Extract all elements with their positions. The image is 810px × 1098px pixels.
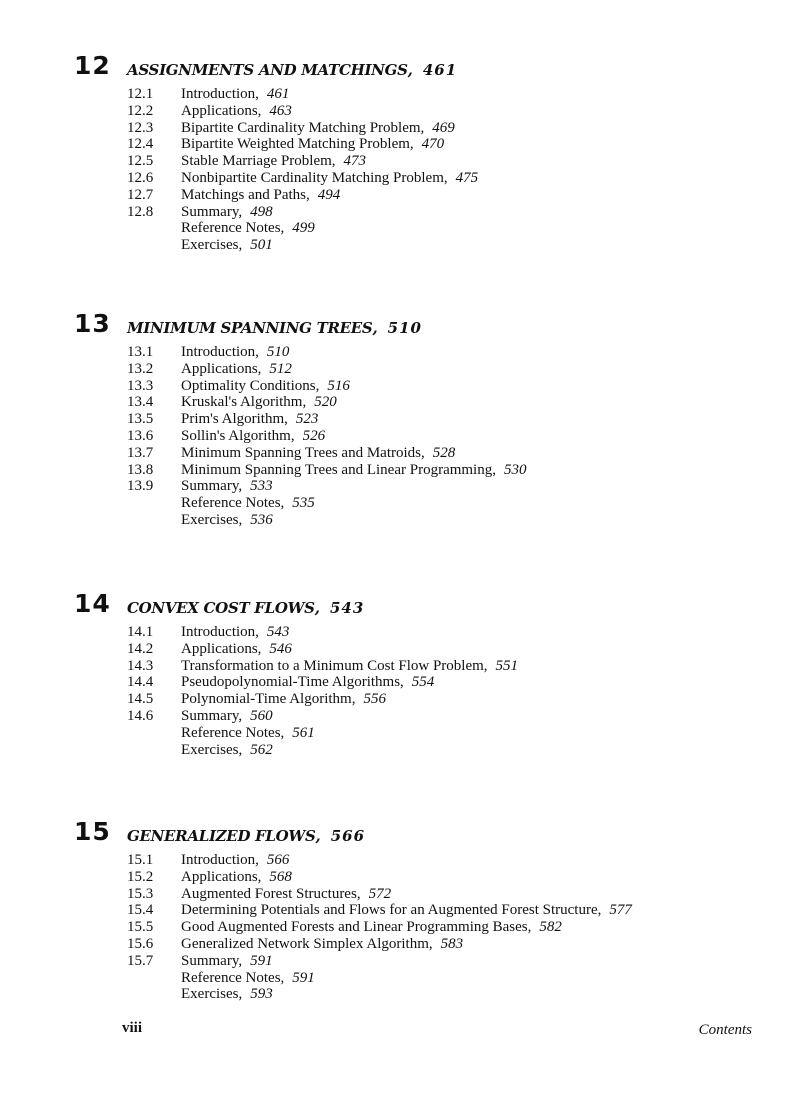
chapter-page-number: 566: [330, 827, 366, 845]
section-label: Introduction, 566: [181, 852, 290, 868]
section-title: Applications: [181, 868, 258, 885]
toc-entry: [74, 478, 774, 495]
section-page-number: 560: [250, 707, 273, 724]
chapter-page-number: 461: [422, 61, 458, 79]
section-title: Sollin's Algorithm: [181, 427, 291, 444]
section-label: Transformation to a Minimum Cost Flow Problem, 551: [181, 657, 519, 674]
chapter-heading: [74, 310, 774, 344]
section-label: Applications, 512: [181, 360, 292, 377]
page-number: viii: [122, 1020, 143, 1036]
section-label: Kruskal's Algorithm, 520: [181, 394, 337, 411]
section-label: Exercises, 536: [181, 511, 273, 528]
chapter-number: 15: [74, 817, 111, 846]
toc-entry: [74, 691, 774, 708]
section-page-number: 561: [292, 724, 315, 741]
section-page-number: 572: [368, 885, 392, 902]
toc-entry: [74, 344, 774, 361]
section-number: 14.4: [127, 674, 154, 691]
section-label: Exercises, 562: [181, 741, 273, 758]
section-title: Introduction: [181, 852, 256, 868]
toc-entry: [74, 170, 774, 187]
section-label: Augmented Forest Structures, 572: [181, 885, 392, 902]
toc-entry: [74, 86, 774, 103]
section-title: Transformation to a Minimum Cost Flow Problem: [181, 657, 484, 674]
section-page-number: 591: [250, 952, 273, 969]
toc-entry: [74, 512, 774, 529]
chapter-block: [74, 310, 774, 529]
section-number: 12.5: [127, 153, 154, 170]
section-label: Summary, 498: [181, 203, 273, 220]
toc-entry: [74, 674, 774, 691]
chapter-block: [74, 590, 774, 758]
section-page-number: 566: [266, 852, 290, 868]
chapter-page-number: 510: [387, 319, 422, 337]
chapter-heading: [74, 52, 774, 86]
section-number: 14.3: [127, 657, 154, 674]
section-label: Exercises, 501: [181, 237, 273, 254]
toc-entry: [74, 445, 774, 462]
chapter-title-text: CONVEX COST FLOWS: [127, 599, 315, 617]
section-title: Applications: [181, 360, 258, 377]
section-page-number: 475: [455, 169, 479, 186]
section-title: Bipartite Weighted Matching Problem: [181, 136, 410, 153]
section-page-number: 470: [421, 136, 445, 153]
section-title: Applications: [181, 640, 258, 657]
section-number: 15.5: [127, 919, 154, 936]
section-title: Bipartite Cardinality Matching Problem: [181, 119, 421, 136]
section-label: Reference Notes, 561: [181, 724, 315, 741]
section-number: 12.2: [127, 102, 154, 119]
section-number: 12.3: [127, 119, 154, 136]
section-page-number: 463: [269, 102, 292, 119]
section-title: Reference Notes: [181, 724, 281, 741]
section-number: 13.1: [127, 344, 154, 360]
section-list: [74, 624, 774, 758]
section-label: Applications, 546: [181, 640, 292, 657]
section-number: 14.1: [127, 624, 154, 640]
section-number: 12.4: [127, 136, 154, 153]
section-title: Summary: [181, 203, 239, 220]
section-number: 12.1: [127, 86, 154, 102]
section-label: Good Augmented Forests and Linear Programming Bases, 582: [181, 919, 562, 936]
section-page-number: 510: [266, 344, 290, 360]
section-page-number: 461: [266, 86, 290, 102]
section-label: Optimality Conditions, 516: [181, 377, 350, 394]
section-label: Polynomial-Time Algorithm, 556: [181, 691, 386, 708]
section-page-number: 593: [250, 986, 273, 1003]
section-number: 13.6: [127, 427, 154, 444]
section-number: 15.4: [127, 902, 154, 919]
section-list: [74, 86, 774, 254]
section-title: Exercises: [181, 511, 239, 528]
section-number: 14.2: [127, 640, 154, 657]
section-label: Minimum Spanning Trees and Linear Programming, 530: [181, 461, 527, 478]
toc-entry: [74, 919, 774, 936]
section-label: Introduction, 510: [181, 344, 290, 360]
section-page-number: 577: [609, 902, 632, 919]
section-title: Kruskal's Algorithm: [181, 394, 303, 411]
toc-entry: [74, 462, 774, 479]
chapter-heading: [74, 590, 774, 624]
section-title: Summary: [181, 952, 239, 969]
section-page-number: 501: [250, 237, 273, 254]
toc-entry: [74, 953, 774, 970]
section-page-number: 469: [432, 119, 455, 136]
toc-entry: [74, 428, 774, 445]
section-title: Exercises: [181, 741, 239, 758]
section-number: 13.8: [127, 461, 154, 478]
section-label: Reference Notes, 591: [181, 969, 315, 986]
section-title: Summary: [181, 707, 239, 724]
section-page-number: 556: [363, 691, 386, 708]
section-page-number: 554: [411, 674, 435, 691]
toc-entry: [74, 742, 774, 759]
toc-entry: [74, 725, 774, 742]
section-title: Applications: [181, 102, 258, 119]
section-page-number: 543: [266, 624, 290, 640]
section-title: Introduction: [181, 344, 256, 360]
section-page-number: 494: [317, 186, 341, 203]
toc-entry: [74, 641, 774, 658]
section-label: Reference Notes, 535: [181, 495, 315, 512]
chapter-block: [74, 818, 774, 1003]
section-label: Introduction, 543: [181, 624, 290, 640]
section-page-number: 528: [432, 444, 456, 461]
toc-entry: [74, 120, 774, 137]
chapter-heading: [74, 818, 774, 852]
section-number: 13.4: [127, 394, 154, 411]
toc-entry: [74, 153, 774, 170]
chapter-number: 12: [74, 51, 111, 80]
section-page-number: 512: [269, 360, 292, 377]
toc-entry: [74, 220, 774, 237]
section-title: Exercises: [181, 986, 239, 1003]
section-label: Applications, 463: [181, 102, 292, 119]
section-page-number: 591: [292, 969, 315, 986]
section-number: 15.3: [127, 885, 154, 902]
chapter-title-text: MINIMUM SPANNING TREES: [127, 319, 373, 337]
section-page-number: 551: [495, 657, 519, 674]
toc-entry: [74, 237, 774, 254]
section-title: Summary: [181, 478, 239, 495]
section-page-number: 516: [327, 377, 350, 394]
section-label: Matchings and Paths, 494: [181, 186, 341, 203]
section-number: 14.5: [127, 691, 154, 708]
section-label: Sollin's Algorithm, 526: [181, 427, 326, 444]
toc-entry: [74, 411, 774, 428]
toc-entry: [74, 187, 774, 204]
section-title: Matchings and Paths: [181, 186, 306, 203]
section-number: 15.7: [127, 952, 154, 969]
section-number: 12.7: [127, 186, 154, 203]
section-number: 13.2: [127, 360, 154, 377]
section-title: Polynomial-Time Algorithm: [181, 691, 352, 708]
toc-entry: [74, 378, 774, 395]
section-number: 15.1: [127, 852, 154, 868]
section-number: 13.7: [127, 444, 154, 461]
chapter-title: GENERALIZED FLOWS, 566: [127, 827, 366, 845]
section-title: Reference Notes: [181, 220, 281, 237]
section-page-number: 499: [292, 220, 315, 237]
section-page-number: 523: [295, 411, 319, 428]
toc-entry: [74, 869, 774, 886]
section-page-number: 535: [292, 495, 315, 512]
section-label: Prim's Algorithm, 523: [181, 411, 319, 428]
section-list: [74, 852, 774, 1003]
section-title: Reference Notes: [181, 969, 281, 986]
section-number: 14.6: [127, 707, 154, 724]
running-head: Contents: [698, 1022, 752, 1038]
section-page-number: 582: [539, 919, 562, 936]
toc-entry: [74, 970, 774, 987]
section-label: Bipartite Weighted Matching Problem, 470: [181, 136, 445, 153]
section-label: Bipartite Cardinality Matching Problem, 469: [181, 119, 455, 136]
chapter-block: [74, 52, 774, 254]
section-title: Generalized Network Simplex Algorithm: [181, 935, 429, 952]
section-label: Stable Marriage Problem, 473: [181, 153, 367, 170]
section-page-number: 536: [250, 511, 273, 528]
section-label: Minimum Spanning Trees and Matroids, 528: [181, 444, 456, 461]
toc-entry: [74, 658, 774, 675]
section-title: Nonbipartite Cardinality Matching Problem: [181, 169, 444, 186]
section-number: 13.3: [127, 377, 154, 394]
section-title: Minimum Spanning Trees and Matroids: [181, 444, 422, 461]
toc-entry: [74, 902, 774, 919]
toc-entry: [74, 204, 774, 221]
chapter-title-text: GENERALIZED FLOWS: [127, 827, 316, 845]
section-label: Summary, 560: [181, 707, 273, 724]
section-number: 15.2: [127, 868, 154, 885]
section-title: Exercises: [181, 237, 239, 254]
section-label: Summary, 591: [181, 952, 273, 969]
section-page-number: 583: [440, 935, 464, 952]
section-page-number: 562: [250, 741, 273, 758]
section-label: Exercises, 593: [181, 986, 273, 1003]
section-number: 12.6: [127, 169, 154, 186]
section-label: Reference Notes, 499: [181, 220, 315, 237]
section-page-number: 473: [343, 153, 367, 170]
section-list: [74, 344, 774, 529]
section-label: Nonbipartite Cardinality Matching Problem, 475: [181, 169, 479, 186]
toc-entry: [74, 886, 774, 903]
section-title: Good Augmented Forests and Linear Programming Bases: [181, 919, 528, 936]
toc-entry: [74, 624, 774, 641]
chapter-title: CONVEX COST FLOWS, 543: [127, 599, 365, 617]
section-title: Reference Notes: [181, 495, 281, 512]
section-number: 15.6: [127, 935, 154, 952]
section-label: Pseudopolynomial-Time Algorithms, 554: [181, 674, 435, 691]
section-page-number: 530: [503, 461, 527, 478]
toc-entry: [74, 361, 774, 378]
toc-entry: [74, 103, 774, 120]
toc-entry: [74, 936, 774, 953]
toc-entry: [74, 136, 774, 153]
section-title: Introduction: [181, 86, 256, 102]
section-page-number: 533: [250, 478, 273, 495]
section-title: Determining Potentials and Flows for an Augmented Forest Structure: [181, 902, 598, 919]
section-title: Prim's Algorithm: [181, 411, 285, 428]
section-label: Applications, 568: [181, 868, 292, 885]
chapter-title: ASSIGNMENTS AND MATCHINGS, 461: [127, 61, 458, 79]
section-title: Stable Marriage Problem: [181, 153, 332, 170]
toc-entry: [74, 394, 774, 411]
chapter-title-text: ASSIGNMENTS AND MATCHINGS: [127, 61, 408, 79]
section-title: Introduction: [181, 624, 256, 640]
section-number: 13.5: [127, 411, 154, 428]
section-label: Determining Potentials and Flows for an Augmented Forest Structure, 577: [181, 902, 632, 919]
chapter-title: MINIMUM SPANNING TREES, 510: [127, 319, 422, 337]
section-label: Generalized Network Simplex Algorithm, 583: [181, 935, 464, 952]
section-page-number: 520: [314, 394, 337, 411]
section-page-number: 526: [302, 427, 326, 444]
toc-entry: [74, 852, 774, 869]
section-page-number: 546: [269, 640, 292, 657]
section-title: Augmented Forest Structures: [181, 885, 357, 902]
section-page-number: 568: [269, 868, 292, 885]
section-title: Minimum Spanning Trees and Linear Programming: [181, 461, 493, 478]
chapter-page-number: 543: [329, 599, 365, 617]
section-page-number: 498: [250, 203, 273, 220]
toc-entry: [74, 708, 774, 725]
section-label: Summary, 533: [181, 478, 273, 495]
toc-entry: [74, 495, 774, 512]
section-number: 13.9: [127, 478, 154, 495]
chapter-number: 14: [74, 589, 111, 618]
section-number: 12.8: [127, 203, 154, 220]
section-title: Pseudopolynomial-Time Algorithms: [181, 674, 401, 691]
toc-entry: [74, 986, 774, 1003]
chapter-number: 13: [74, 309, 111, 338]
section-title: Optimality Conditions: [181, 377, 316, 394]
section-label: Introduction, 461: [181, 86, 290, 102]
